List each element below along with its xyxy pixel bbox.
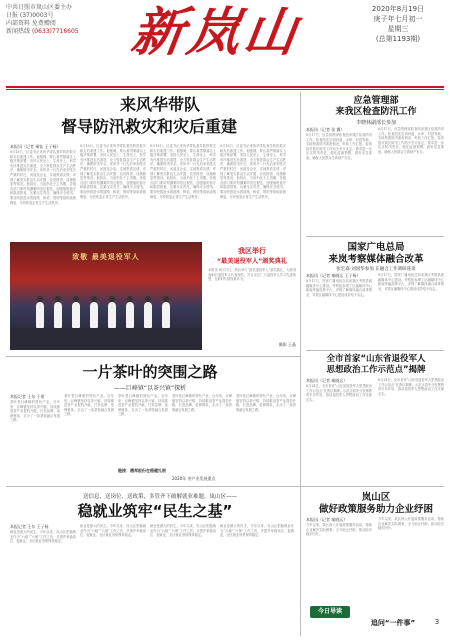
bottom-byline: 本报记者 王东 王子杨 xyxy=(10,524,49,529)
right-mid-headline-line1: 国家广电总局 xyxy=(347,242,405,253)
tea-sidebar-note2: 2020年 茶产业发展重点 xyxy=(172,476,216,481)
bottom-body-col1: 就业是最大的民生。今年以来，岚山区把稳就业作为“六稳”“六保”工作之首，多措并举稳岗位、促就业，全区就业形势保持稳定。 xyxy=(10,530,76,544)
bottom-right-body-col2: 今年以来，我区深入开展政策服务活动，帮助企业解决实际困难，全力助企纾困，推动经济稳步回升。 xyxy=(378,517,444,531)
lead-headline-line1: 来风华带队 xyxy=(119,95,200,114)
column-divider xyxy=(300,92,301,362)
date-box xyxy=(352,4,444,44)
cn-number: 日报 (37)0003号 xyxy=(6,12,54,19)
right-lower-headline-line1: 全市首家“山东省退役军人 xyxy=(326,354,426,364)
tea-byline: 本报记者 王东 于建 xyxy=(10,394,45,399)
photo-person xyxy=(144,302,152,328)
bottom-right-byline: 本报讯（记者 秦晓运） xyxy=(306,517,348,522)
tea-body-col2: 茶叶是巨峰镇的特色产业。近年来，巨峰镇坚持以茶兴镇，持续推进茶产业提档升级，打造品牌，延伸链条，走出了一条茶旅融合发展之路。 xyxy=(64,394,114,417)
hotline-label: 新闻热线 xyxy=(6,28,31,35)
bottom-body-col4: 就业是最大的民生。今年以来，岚山区把稳就业作为“六稳”“六保”工作之首，多措并举稳岗位、促就业，全区就业形势保持稳定。 xyxy=(220,524,294,538)
right-mid-byline: 本报讯（记者 秦晓运 王子杨） xyxy=(306,273,361,278)
right-mid-headline-line2: 来岚考察媒体融合改革 xyxy=(328,254,424,265)
photo-stage-banner: 致敬 最美退役军人 xyxy=(72,253,140,261)
photo-credit: 摄影 王晶 xyxy=(278,342,296,347)
lunar-date: 庚子年七月初一 xyxy=(373,15,423,23)
photo-person xyxy=(90,302,98,328)
bottom-right-headline-line1: 岚山区 xyxy=(361,492,391,503)
photo-person xyxy=(126,302,134,328)
bottom-headline: 稳就业筑牢“民生之基” xyxy=(77,502,233,520)
page-number: 3 xyxy=(434,618,440,626)
bottom-body-col2: 就业是最大的民生。今年以来，岚山区把稳就业作为“六稳”“六保”工作之首，多措并举稳岗位、促就业，全区就业形势保持稳定。 xyxy=(80,524,146,538)
bottom-right-headline-line2: 做好政策服务助力企业纾困 xyxy=(318,504,433,515)
masthead-divider-thin xyxy=(6,89,444,90)
logo-text: 新岚山 xyxy=(127,2,305,63)
newspaper-logo xyxy=(127,2,322,64)
bottom-body-col3: 就业是最大的民生。今年以来，岚山区把稳就业作为“六稳”“六保”工作之首，多措并举稳岗位、促就业，全区就业形势保持稳定。 xyxy=(150,524,216,538)
right-top-body-col2: 8月17日，应急管理部检查组来我区检查防汛工作。检查组先后到河道、水库、村居等地，实地察看防汛准备情况，听取工作汇报。检查组对我区防汛工作给予充分肯定，要求进一步压实防汛责任，强化监测预警，做好应急准备，确保人民群众生命财产安全。 xyxy=(378,127,444,154)
photo-stage-floor xyxy=(10,328,202,350)
right-mid-body-col2: 8月17日，国家广播电视总局来我区考察县级融媒体中心建设。考察组参观了区融媒体中心新闻采编指挥平台，详细了解媒体融合改革情况，对我区融媒体中心建设成效给予肯定。 xyxy=(378,273,444,291)
right-top-headline-line1: 应急管理部 xyxy=(353,96,399,106)
section-divider xyxy=(6,356,300,357)
column-divider xyxy=(300,486,301,636)
bottom-kicker: 送信息，送岗位，送政策，多管齐下破解就业难题，岚山区—— xyxy=(82,494,237,500)
right-top-headline-line2: 来我区检查防汛工作 xyxy=(335,107,417,117)
hotline-number: (0633)7716605 xyxy=(31,28,79,35)
lead-body-col1: 8月18日，区委书记来风华带队督导防汛救灾和灾后重建工作。他强调，要认真贯彻落实上级决策部署，坚持人民至上、生命至上，科学有序推进灾后重建，全力恢复群众生产生活秩序，确保防汛安全。来风华一行先后来到受灾严重的村庄、河道及企业，实地察看灾情，详细了解受灾群众生活安置、农田排涝、设施修复等情况。他指出，当前仍处于主汛期，各级各部门要时刻绷紧防汛这根弦，加强值班值守和隐患排查，压紧压实责任，确保安全度汛。要加快推进水毁道路、桥梁、堤坝等基础设施修复，尽快恢复正常生产生活秩序。 xyxy=(10,150,76,205)
section-divider xyxy=(306,236,444,237)
column-divider xyxy=(300,356,301,486)
photo-person xyxy=(162,302,170,328)
award-photo xyxy=(10,242,202,350)
lead-body-col3: 8月18日，区委书记来风华带队督导防汛救灾和灾后重建工作。他强调，要认真贯彻落实上级决策部署，坚持人民至上、生命至上，科学有序推进灾后重建，全力恢复群众生产生活秩序，确保防汛安全。来风华一行先后来到受灾严重的村庄、河道及企业，实地察看灾情，详细了解受灾群众生活安置、农田排涝、设施修复等情况。他指出，当前仍处于主汛期，各级各部门要时刻绷紧防汛这根弦，加强值班值守和隐患排查，压紧压实责任，确保安全度汛。要加快推进水毁道路、桥梁、堤坝等基础设施修复，尽快恢复正常生产生活秩序。 xyxy=(150,144,216,199)
photo-person xyxy=(108,302,116,328)
tea-sidebar-note: 链接：德邦股份在稳健扎根 xyxy=(118,468,166,473)
tea-headline: 一片茶叶的突围之路 xyxy=(82,363,218,381)
photo-person xyxy=(36,302,44,328)
masthead-divider xyxy=(6,86,444,88)
right-mid-subhead: 张宏森·刘国华参加 在融合工作调研座谈 xyxy=(336,267,416,272)
publisher: 中共日照市岚山区委主办 xyxy=(6,4,73,11)
right-top-subhead: 李晓林副部长参加 xyxy=(355,120,396,126)
masthead-info xyxy=(6,4,126,36)
lead-headline-line2: 督导防汛救灾和灾后重建 xyxy=(60,117,237,136)
issue-number: (总第1193期) xyxy=(375,35,421,43)
award-kicker: 我区举行 xyxy=(238,247,266,255)
right-lower-byline: 本报讯（记者 秦晓运） xyxy=(306,378,348,383)
tea-body-col3: 茶叶是巨峰镇的特色产业。近年来，巨峰镇坚持以茶兴镇，持续推进茶产业提档升级，打造品牌，延伸链条，走出了一条茶旅融合发展之路。 xyxy=(118,394,168,417)
weekday: 星期三 xyxy=(387,25,409,33)
right-lower-headline-line2: 思想政治工作示范点”揭牌 xyxy=(326,365,426,375)
section-divider xyxy=(306,350,444,351)
right-top-byline: 本报讯（记者 张 翼） xyxy=(306,127,345,132)
lead-body-col4: 8月18日，区委书记来风华带队督导防汛救灾和灾后重建工作。他强调，要认真贯彻落实上级决策部署，坚持人民至上、生命至上，科学有序推进灾后重建，全力恢复群众生产生活秩序，确保防汛安全。来风华一行先后来到受灾严重的村庄、河道及企业，实地察看灾情，详细了解受灾群众生活安置、农田排涝、设施修复等情况。他指出，当前仍处于主汛期，各级各部门要时刻绷紧防汛这根弦，加强值班值守和隐患排查，压紧压实责任，确保安全度汛。要加快推进水毁道路、桥梁、堤坝等基础设施修复，尽快恢复正常生产生活秩序。 xyxy=(220,144,286,199)
section-divider xyxy=(6,486,444,487)
tea-body-col5: 茶叶是巨峰镇的特色产业。近年来，巨峰镇坚持以茶兴镇，持续推进茶产业提档升级，打造品牌，延伸链条，走出了一条茶旅融合发展之路。 xyxy=(236,394,296,412)
right-lower-body-col1: 8月14日，全市首家“山东省退役军人思想政治工作示范点”在我区揭牌。示范点将充分发挥教育引导作用，推动退役军人思想政治工作走深走实。 xyxy=(306,384,372,402)
right-top-body-col1: 8月17日，应急管理部检查组来我区检查防汛工作。检查组先后到河道、水库、村居等地，实地察看防汛准备情况，听取工作汇报。检查组对我区防汛工作给予充分肯定，要求进一步压实防汛责任，强化监测预警，做好应急准备，确保人民群众生命财产安全。 xyxy=(306,133,372,160)
tea-subhead: ——巨峰镇“以茶兴镇”探析 xyxy=(113,385,187,392)
column-tag: 今日导读 xyxy=(310,606,350,618)
bottom-right-body-col1: 今年以来，我区深入开展政策服务活动，帮助企业解决实际困难，全力助企纾困，推动经济稳步回升。 xyxy=(306,523,372,537)
award-body: 本报讯 8月17日，我区举行“最美退役军人”颁奖典礼，为获得表彰的退役军人代表颁奖，号召全区广大退役军人学习先进典型，在新时代展现新作为。 xyxy=(208,268,296,282)
date-text: 2020年8月19日 xyxy=(371,5,425,13)
tea-body-col1: 茶叶是巨峰镇的特色产业。近年来，巨峰镇坚持以茶兴镇，持续推进茶产业提档升级，打造品牌，延伸链条，走出了一条茶旅融合发展之路。 xyxy=(10,400,60,423)
right-mid-body-col1: 8月17日，国家广播电视总局来我区考察县级融媒体中心建设。考察组参观了区融媒体中心新闻采编指挥平台，详细了解媒体融合改革情况，对我区融媒体中心建设成效给予肯定。 xyxy=(306,279,372,297)
internal-note: 内部资料 免费赠阅 xyxy=(6,20,56,27)
photo-person xyxy=(54,302,62,328)
lead-body-col2: 8月18日，区委书记来风华带队督导防汛救灾和灾后重建工作。他强调，要认真贯彻落实上级决策部署，坚持人民至上、生命至上，科学有序推进灾后重建，全力恢复群众生产生活秩序，确保防汛安全。来风华一行先后来到受灾严重的村庄、河道及企业，实地察看灾情，详细了解受灾群众生活安置、农田排涝、设施修复等情况。他指出，当前仍处于主汛期，各级各部门要时刻绷紧防汛这根弦，加强值班值守和隐患排查，压紧压实责任，确保安全度汛。要加快推进水毁道路、桥梁、堤坝等基础设施修复，尽快恢复正常生产生活秩序。 xyxy=(80,144,146,199)
right-lower-body-col2: 8月14日，全市首家“山东省退役军人思想政治工作示范点”在我区揭牌。示范点将充分发挥教育引导作用，推动退役军人思想政治工作走深走实。 xyxy=(378,378,444,396)
award-headline: “最美退役军人”颁奖典礼 xyxy=(216,258,287,265)
photo-person xyxy=(72,302,80,328)
tea-body-col4: 茶叶是巨峰镇的特色产业。近年来，巨峰镇坚持以茶兴镇，持续推进茶产业提档升级，打造品牌，延伸链条，走出了一条茶旅融合发展之路。 xyxy=(172,394,232,412)
column-title: 追问“一件事” xyxy=(370,619,416,627)
lead-byline: 本报讯（记者 秦钰 王子杨） xyxy=(10,144,61,149)
